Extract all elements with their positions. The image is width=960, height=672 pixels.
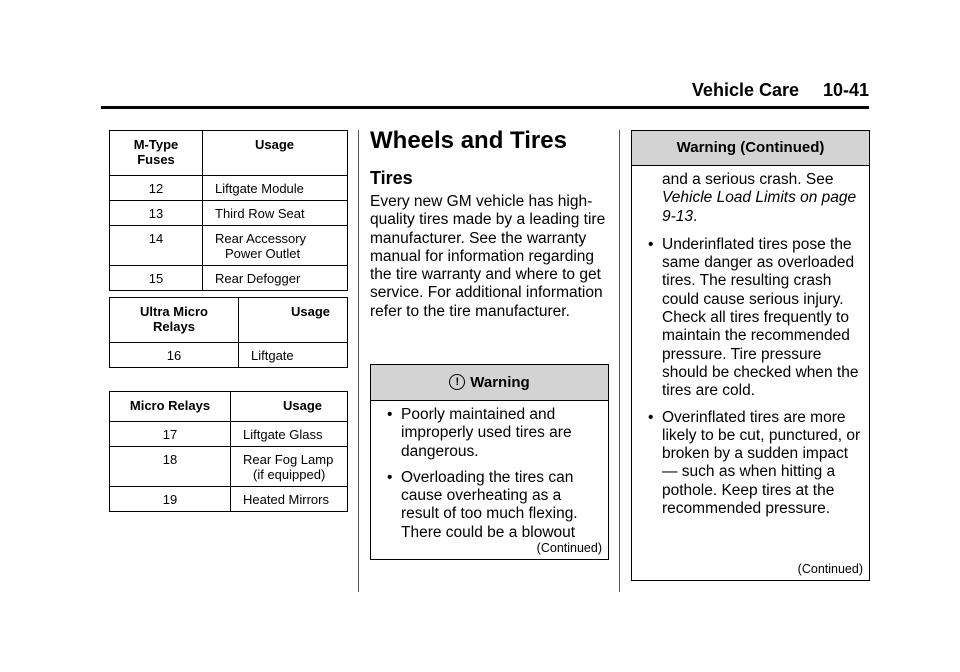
table-header-fuse: M-Type Fuses [110, 131, 203, 176]
fuse-usage: Rear Defogger [203, 266, 348, 291]
relay-usage: Liftgate Glass [231, 422, 348, 447]
relay-number: 17 [110, 422, 231, 447]
warning-header [632, 131, 869, 166]
fuse-usage: Third Row Seat [203, 201, 348, 226]
bullet-icon: • [387, 406, 393, 423]
fuse-usage: Rear Accessory Power Outlet [203, 226, 348, 266]
page-header [101, 80, 869, 109]
table-header-relay: Micro Relays [110, 392, 231, 422]
table-row [110, 266, 348, 291]
relay-usage: Liftgate [239, 343, 348, 368]
relay-number: 16 [110, 343, 239, 368]
table-header-usage: Usage [239, 298, 348, 343]
mtype-fuses-table [109, 130, 348, 291]
warning-bullet-text: Overinflated tires are more likely to be cut, punctured, or broken by a sudden impact — such as when hitting a pothole. Keep tires at the recommended pressure. [662, 408, 861, 518]
bullet-icon: • [648, 235, 654, 253]
warning-body [632, 166, 869, 518]
warning-title: Warning (Continued) [676, 139, 825, 156]
warning-lead: and a serious crash. See [662, 171, 834, 188]
table-header-usage: Usage [231, 392, 348, 422]
fuse-usage: Liftgate Module [203, 176, 348, 201]
warning-header [371, 365, 608, 401]
table-row [110, 201, 348, 226]
table-header-usage: Usage [203, 131, 348, 176]
page-number: 10-41 [822, 80, 869, 100]
warning-bullet-text: Overloading the tires can cause overheating as a result of too much flexing. There could be a blowout [401, 468, 578, 541]
column-divider-right [619, 130, 620, 592]
fuse-number: 14 [110, 226, 203, 266]
column-divider-left [358, 130, 359, 592]
table-row [110, 176, 348, 201]
ultra-micro-relays-table [109, 297, 348, 368]
micro-relays-table [109, 391, 348, 512]
table-row [110, 487, 348, 512]
bullet-icon: • [648, 408, 654, 426]
relay-usage: Heated Mirrors [231, 487, 348, 512]
cross-reference-link[interactable]: Vehicle Load Limits on page 9-13 [662, 189, 857, 225]
relay-usage: Rear Fog Lamp (if equipped) [231, 447, 348, 487]
list-item [381, 406, 602, 461]
continued-label: (Continued) [536, 541, 602, 555]
warning-box [370, 364, 609, 560]
table-row [110, 226, 348, 266]
table-row [110, 343, 348, 368]
relay-number: 18 [110, 447, 231, 487]
list-item [642, 236, 863, 401]
fuse-number: 12 [110, 176, 203, 201]
table-row [110, 447, 348, 487]
bullet-icon: • [387, 468, 393, 486]
fuse-number: 13 [110, 201, 203, 226]
section-heading: Wheels and Tires [370, 127, 567, 154]
warning-icon: ! [449, 374, 465, 390]
warning-body [371, 401, 608, 542]
warning-box-continued [631, 130, 870, 581]
subsection-heading: Tires [370, 168, 413, 188]
table-header-relay: Ultra Micro Relays [110, 298, 239, 343]
relay-number: 19 [110, 487, 231, 512]
list-item [381, 469, 602, 542]
fuse-number: 15 [110, 266, 203, 291]
warning-bullet-text: Underinflated tires pose the same danger as overloaded tires. The resulting crash could cause serious injury. Check all tires frequently to maintain the recommended pressure. Tire pressure should be checked when the tires are cold. [662, 235, 859, 400]
warning-lead-end: . [693, 207, 698, 225]
list-item [642, 409, 863, 519]
continued-label: (Continued) [797, 562, 863, 576]
body-paragraph: Every new GM vehicle has high-quality tires made by a leading tire manufacturer. See the warranty manual for information regarding the tire warranty and where to get service. For additional information refer to the tire manufacturer. [370, 193, 606, 320]
warning-lead-text [642, 171, 863, 226]
warning-title: Warning [470, 374, 530, 391]
section-title: Vehicle Care [691, 80, 799, 100]
warning-bullet-text: Poorly maintained and improperly used tires are dangerous. [401, 406, 572, 460]
table-row [110, 422, 348, 447]
